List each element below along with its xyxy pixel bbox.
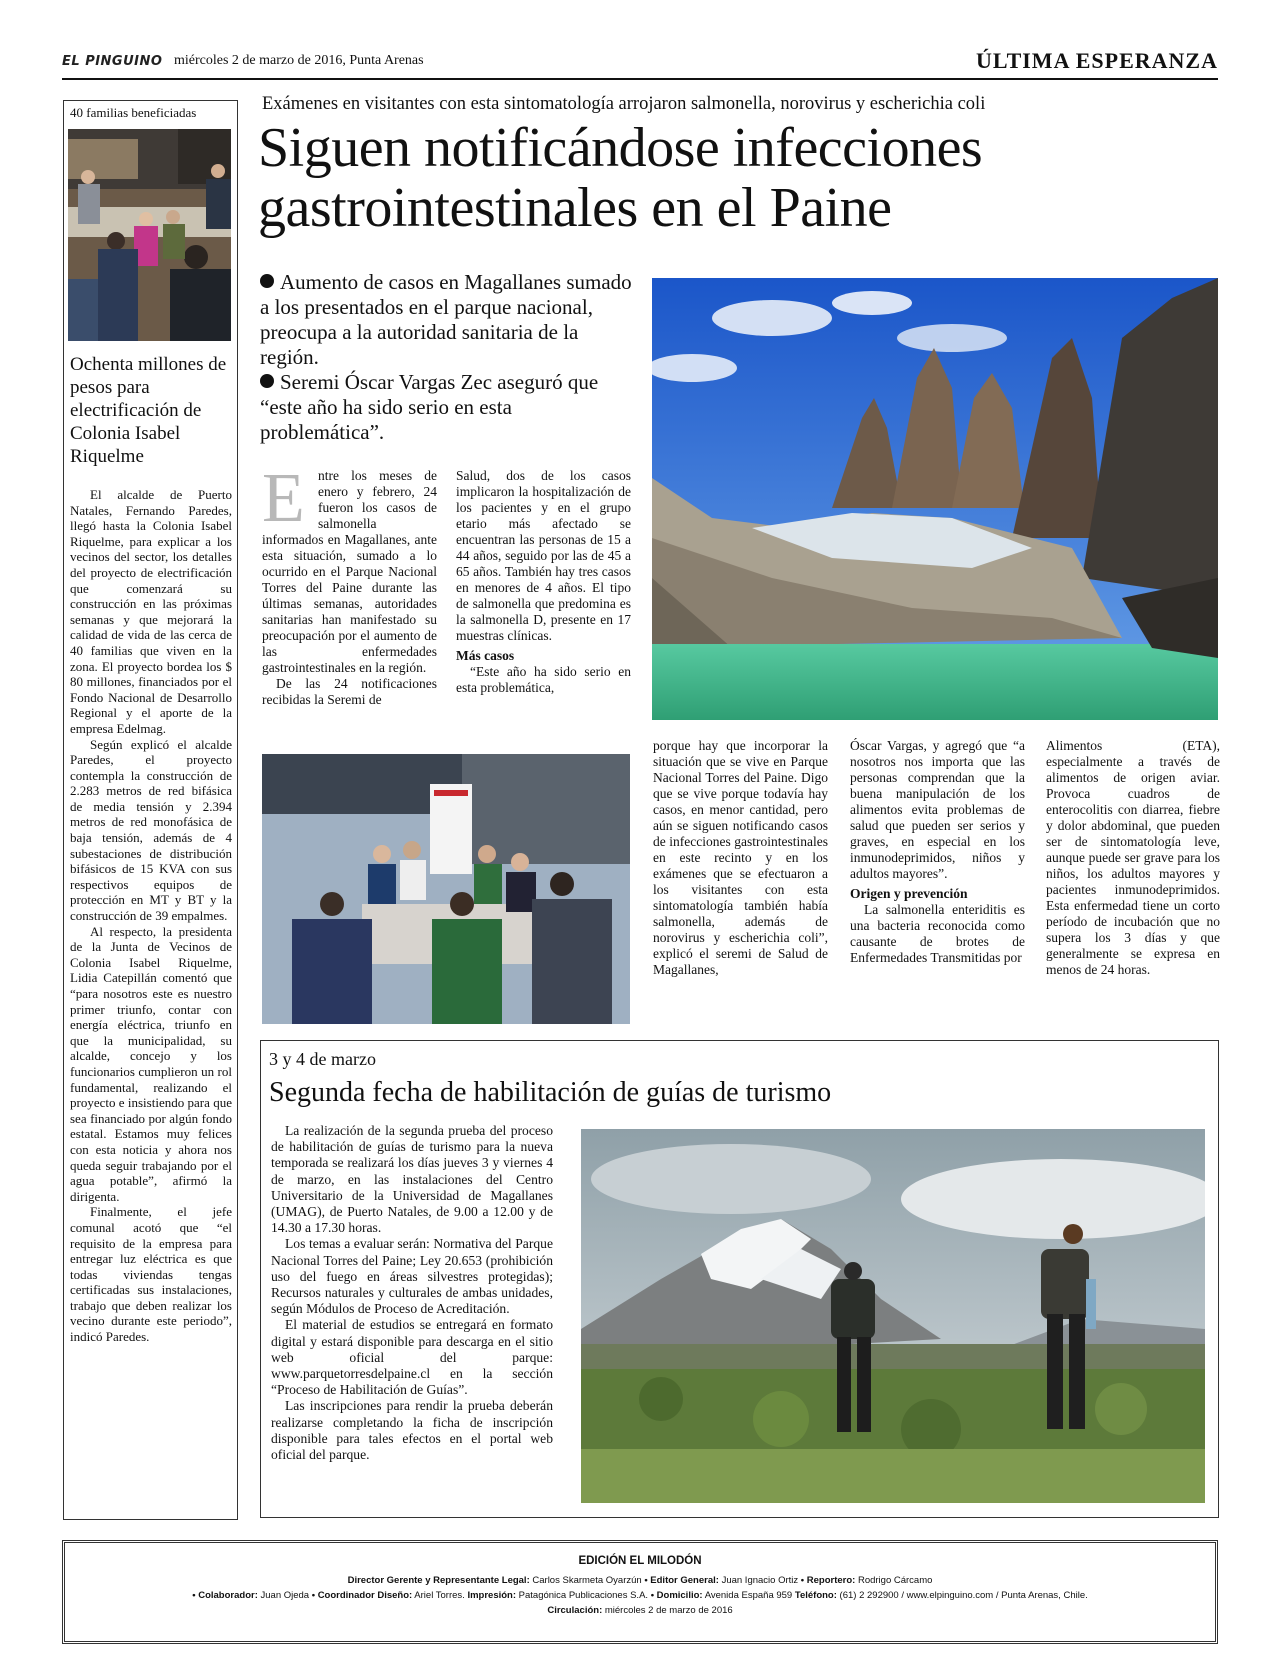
article-summary-bullets (260, 270, 640, 445)
article-column-1 (262, 460, 437, 708)
sidebar-paragraph: Según explicó el alcalde Paredes, el proyecto contempla la construcción de 2.283 metros de red bifásica de media tensión y 2.394 metros de red monofásica de baja tensión, además de 4 subestaciones de distribución bifásicos de 15 KVA con sus respectivos equipos de protección en MT y BT y la construcción de 39 empalmes. (70, 736, 232, 924)
headline-line: Siguen notificándose infecciones (258, 117, 983, 179)
tourism-kicker: 3 y 4 de marzo (269, 1049, 376, 1069)
tourism-paragraph: Las inscripciones para rendir la prueba deberán realizarse completando la ficha de inscripción disponible para tales efectos en el portal web oficial del parque. (271, 1398, 553, 1463)
drop-cap: E (262, 460, 305, 537)
tourism-paragraph: La realización de la segunda prueba del proceso de habilitación de guías de turismo para la nueva temporada se realizará los días jueves 3 y viernes 4 de marzo, en las instalaciones del Centro Universitario de la Universidad de Magallanes (UMAG), de Puerto Natales, de 9.00 a 12.00 y de 14.30 a 17.30 horas. (271, 1123, 553, 1236)
article-headline (258, 118, 1158, 238)
tourism-paragraph: Los temas a evaluar serán: Normativa del Parque Nacional Torres del Paine; Ley 20.653 (prohibición uso del fuego en áreas silvestres protegidas); Recursos naturales y culturales de ambas unidades, según Módulos de Proceso de Acreditación. (271, 1236, 553, 1317)
tourism-headline: Segunda fecha de habilitación de guías de turismo (269, 1077, 832, 1108)
photo-hikers (581, 1129, 1205, 1503)
article-subhead: Origen y prevención (850, 886, 968, 901)
staff-line: Director Gerente y Representante Legal: Carlos Skarmeta Oyarzún • Editor General: Juan Ignacio Ortiz • Reportero: Rodrigo Cárcamo (347, 1575, 933, 1586)
article-subhead: Más casos (456, 648, 515, 663)
page-header (62, 48, 1218, 80)
sidebar-body (70, 487, 232, 1345)
newspaper-logo: EL PINGUINO (62, 54, 163, 69)
article-kicker: Exámenes en visitantes con esta sintomatología arrojaron salmonella, norovirus y escherichia coli (262, 94, 986, 114)
circulation-line: Circulación: miércoles 2 de marzo de 2016 (547, 1605, 733, 1616)
article-paragraph: De las 24 notificaciones recibidas la Seremi de (262, 676, 437, 707)
headline-line: gastrointestinales en el Paine (258, 177, 892, 239)
summary-bullet: Aumento de casos en Magallanes sumado a los presentados en el parque nacional, preocupa a la autoridad sanitaria de la región. (260, 270, 632, 369)
article-column-2 (456, 468, 631, 696)
bullet-icon (260, 374, 274, 388)
article-paragraph: ntre los meses de enero y febrero, 24 fueron los casos de salmonella informados en Magallanes, ante esta situación, sumado a lo ocurrido en el Parque Nacional Torres del Paine durante las últimas semanas, autoridades sanitarias han manifestado su preocupación por el aumento de las enfermedades gastrointestinales en la región. (262, 468, 437, 675)
article-column-3 (653, 738, 828, 978)
article-paragraph: porque hay que incorporar la situación que se vive en Parque Nacional Torres del Paine. Digo que se vive porque todavía hay casos, en menor cantidad, pero aún se siguen notificando casos de infecciones gastrointestinales en este recinto y en los exámenes que se efectuaron a los visitantes con esta sintomatología también había salmonella, además de norovirus y escherichia coli”, explicó el seremi de Salud de Magallanes, (653, 738, 828, 977)
bullet-icon (260, 274, 274, 288)
article-paragraph: “Este año ha sido serio en esta problemática, (456, 664, 631, 695)
sidebar-headline: Ochenta millones de pesos para electrificación de Colonia Isabel Riquelme (70, 354, 227, 467)
sidebar-article (63, 100, 238, 1520)
sidebar-paragraph: Finalmente, el jefe comunal acotó que “el requisito de la empresa para entregar luz eléctrica es que todas viviendas tengas certificadas sus instalaciones, trabajo que deben realizar los vecino durante este periodo”, indicó Paredes. (70, 1204, 232, 1345)
photo-authorities-meeting (262, 754, 630, 1024)
tourism-guides-article (260, 1040, 1219, 1518)
staff-line: • Colaborador: Juan Ojeda • Coordinador Diseño: Ariel Torres. Impresión: Patagónica Publicaciones S.A. • Domicilio: Avenida España 959 Teléfono: (61) 2 292900 / www.elpinguino.com / Punta Arenas, Chile. (192, 1590, 1088, 1601)
photo-torres-del-paine (652, 278, 1218, 720)
sidebar-photo-caption: 40 familias beneficiadas (70, 105, 197, 120)
drop-cap-spacer (262, 460, 318, 537)
article-paragraph: Óscar Vargas, y agregó que “a nosotros nos importa que las personas comprendan que la buena manipulación de los alimentos evita problemas de salud que pueden ser serios y graves, en especial en los inmunodeprimidos, niños y adultos mayores”. (850, 738, 1025, 881)
edition-name: EDICIÓN EL MILODÓN (578, 1555, 702, 1567)
section-title: ÚLTIMA ESPERANZA (976, 48, 1218, 73)
issue-date: miércoles 2 de marzo de 2016, Punta Arenas (174, 53, 424, 68)
tourism-paragraph: El material de estudios se entregará en formato digital y estará disponible para descarga en el sitio web oficial del parque: www.parquetorresdelpaine.cl en la sección “Proceso de Habilitación de Guías”. (271, 1317, 553, 1398)
article-paragraph: La salmonella enteriditis es una bacteria reconocida como causante de brotes de Enfermedades Transmitidas por (850, 902, 1025, 965)
sidebar-paragraph: Al respecto, la presidenta de la Junta de Vecinos de Colonia Isabel Riquelme, Lidia Catepillán comentó que “para nosotros este es nuestro primer triunfo, contar con energía eléctrica, triunfo en que la municipalidad, su alcalde, concejo y los funcionarios cumplieron un rol fundamental, realizando el proyecto e insistiendo para que sea financiado por algún fondo estatal. Estamos muy felices con esta noticia y ahora nos queda seguir trabajando por el agua potable”, afirmó la dirigenta. (70, 923, 232, 1204)
sidebar-photo-meeting (68, 129, 231, 341)
tourism-body (271, 1123, 553, 1463)
article-paragraph: Alimentos (ETA), especialmente a través de alimentos de origen aviar. Provoca cuadros de enterocolitis con diarrea, fiebre y dolor abdominal, que pueden ser de sintomatología leve, aunque puede ser grave para los niños, los adultos mayores y pacientes inmunodeprimidos. Esta enfermedad tiene un corto período de incubación que no supera los 3 días y que generalmente se expresa en menos de 24 horas. (1046, 738, 1220, 977)
article-column-4 (850, 738, 1025, 966)
masthead-footer (62, 1540, 1218, 1644)
article-column-5 (1046, 738, 1220, 978)
summary-bullet: Seremi Óscar Vargas Zec aseguró que “este año ha sido serio en esta problemática”. (260, 370, 599, 444)
sidebar-paragraph: El alcalde de Puerto Natales, Fernando Paredes, llegó hasta la Colonia Isabel Riquelme, para explicar a los vecinos del sector, los detalles del proyecto de electrificación que comenzará su construcción en las próximas semanas y que mejorará la calidad de vida de las cerca de 40 familias que viven en la zona. El proyecto bordea los $ 80 millones, financiados por el Fondo Nacional de Desarrollo Regional y el aporte de la empresa Edelmag. (70, 487, 232, 736)
article-paragraph: Salud, dos de los casos implicaron la hospitalización de los pacientes y en el grupo etario más afectado se encuentran las personas de 15 a 44 años, seguido por las de 45 a 65 años. También hay tres casos en menores de 4 años. El tipo de salmonella que predomina es la salmonella D, presente en 17 muestras clínicas. (456, 468, 631, 643)
